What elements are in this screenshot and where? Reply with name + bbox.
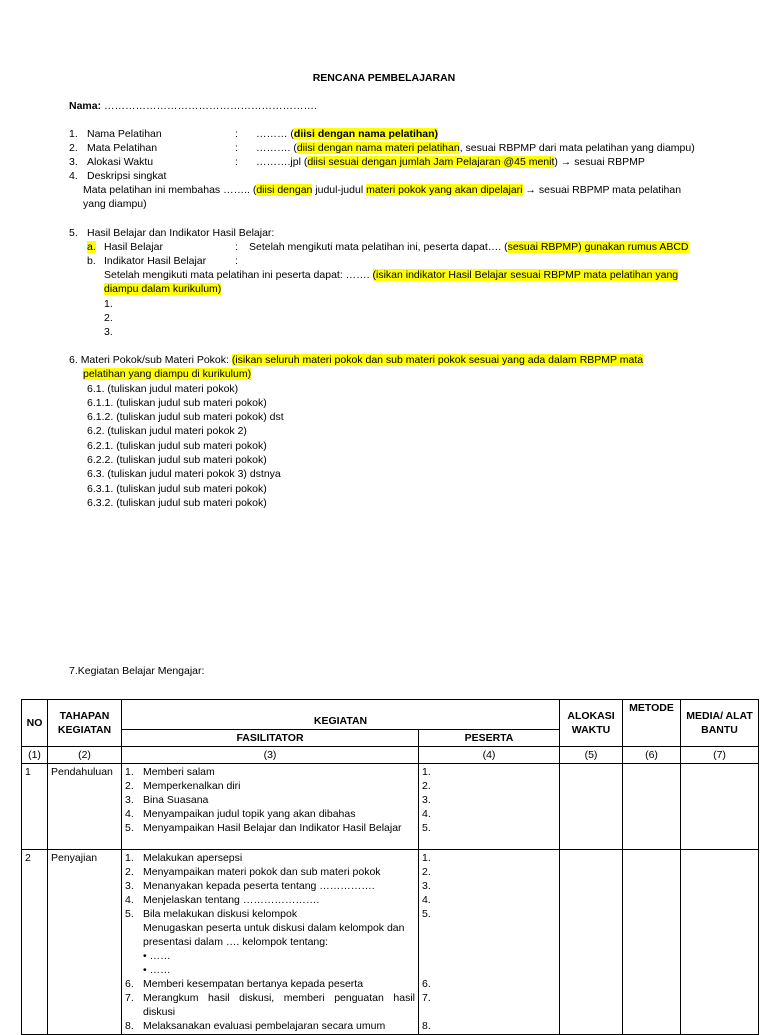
row-no: 2 <box>22 850 48 1035</box>
deskripsi-line-1 <box>83 183 681 197</box>
colnum: (2) <box>48 747 122 764</box>
list-item: 2. <box>422 780 431 792</box>
colnum: (3) <box>122 747 419 764</box>
list-item <box>125 765 415 779</box>
header-fasilitator: FASILITATOR <box>122 730 419 747</box>
item-1-value <box>256 127 438 141</box>
item-5a-text: Setelah mengikuti mata pelatihan ini, peserta dapat…. ( <box>249 241 508 253</box>
list-item: 4. <box>422 808 431 820</box>
header-kegiatan: KEGIATAN <box>122 700 560 730</box>
materi-list-item: 6.3.2. (tuliskan judul sub materi pokok) <box>87 497 267 509</box>
item-4-label: Deskripsi singkat <box>87 170 167 182</box>
header-no: NO <box>22 700 48 747</box>
list-item <box>125 977 415 991</box>
list-item <box>125 1019 415 1033</box>
item-5b-letter: b. <box>87 255 96 267</box>
header-peserta: PESERTA <box>419 730 560 747</box>
desc-part-a: Mata pelatihan ini membahas …….. ( <box>83 184 257 196</box>
indikator-list-item: 2. <box>104 312 113 324</box>
row-tahapan: Pendahuluan <box>48 764 122 850</box>
list-text: Menyampaikan judul topik yang akan dibahas <box>143 808 356 820</box>
item-1-highlight: diisi dengan nama pelatihan) <box>293 128 439 140</box>
row-tahapan: Penyajian <box>48 850 122 1035</box>
item-5a-highlight: sesuai RBPMP) gunakan rumus ABCD <box>507 241 689 253</box>
materi-list-item: 6.1. (tuliskan judul materi pokok) <box>87 383 239 395</box>
item-2-highlight: diisi dengan nama materi pelatihan <box>296 142 460 154</box>
list-num: 2. <box>125 780 134 792</box>
desc-highlight-1: diisi dengan <box>256 184 313 196</box>
item-3-dots: ……….jpl ( <box>256 156 308 168</box>
nama-line <box>69 99 317 113</box>
list-text: Merangkum hasil diskusi, memberi penguatan hasil diskusi <box>143 992 415 1018</box>
diskusi-text: Menugaskan peserta untuk diskusi dalam kelompok dan presentasi dalam …. kelompok tentang: <box>143 922 405 948</box>
list-item: 8. <box>422 1020 431 1032</box>
list-item <box>125 851 415 865</box>
row-alokasi <box>560 850 623 1035</box>
list-item <box>125 793 415 807</box>
list-text: Menanyakan kepada peserta tentang ……………. <box>143 880 375 892</box>
item-4-num: 4. <box>69 170 78 182</box>
item-5b-highlight-2: diampu dalam kurikulum) <box>104 283 222 295</box>
item-5b-colon: : <box>235 255 238 267</box>
list-item: 3. <box>422 794 431 806</box>
item-2-dots: ………. ( <box>256 142 297 154</box>
materi-list-item: 6.2.1. (tuliskan judul sub materi pokok) <box>87 440 267 452</box>
row-fasilitator <box>122 850 419 1035</box>
list-item <box>125 879 415 893</box>
spacer <box>422 1005 556 1019</box>
item-5a-letter-text: a. <box>87 241 96 253</box>
list-num: 2. <box>125 866 134 878</box>
list-num: 1. <box>125 852 134 864</box>
list-item: 5. <box>422 822 431 834</box>
colnum: (1) <box>22 747 48 764</box>
item-3-highlight: diisi sesuai dengan jumlah Jam Pelajaran @45 menit <box>307 156 555 168</box>
list-item <box>125 821 415 835</box>
list-item <box>125 779 415 793</box>
document-title: RENCANA PEMBELAJARAN <box>312 72 456 84</box>
list-num: 8. <box>125 1020 134 1032</box>
colnum: (4) <box>419 747 560 764</box>
desc-highlight-2: materi pokok yang akan dipelajari <box>366 184 523 196</box>
list-item: 7. <box>422 992 431 1004</box>
item-5a-label: Hasil Belajar <box>104 241 163 253</box>
item-5b-text-line-2 <box>104 282 221 296</box>
item-5-label: Hasil Belajar dan Indikator Hasil Belajar: <box>87 227 275 239</box>
row-no: 1 <box>22 764 48 850</box>
item-2-rest: , sesuai RBPMP dari mata pelatihan yang diampu) <box>459 142 695 154</box>
deskripsi-line-2: yang diampu) <box>83 198 147 210</box>
row-alokasi <box>560 764 623 850</box>
item-2-value <box>256 141 695 155</box>
item-6-num: 6. <box>69 354 78 366</box>
list-text: Bila melakukan diskusi kelompok <box>143 908 298 920</box>
spacer <box>422 921 556 977</box>
item-5a-letter <box>87 240 96 254</box>
bullet-text: …… <box>149 950 171 962</box>
list-item <box>125 893 415 907</box>
list-item <box>125 807 415 821</box>
list-item: 6. <box>422 978 431 990</box>
list-num: 3. <box>125 880 134 892</box>
list-item <box>125 991 415 1019</box>
list-item: 3. <box>422 880 431 892</box>
row-media <box>681 764 759 850</box>
bullet-text: …… <box>149 964 171 976</box>
item-3-num: 3. <box>69 156 78 168</box>
item-3-label: Alokasi Waktu <box>87 156 154 168</box>
row-peserta <box>419 850 560 1035</box>
item-6-highlight-1: (isikan seluruh materi pokok dan sub materi pokok sesuai yang ada dalam RBPMP mata <box>231 354 644 366</box>
item-1-label: Nama Pelatihan <box>87 128 162 140</box>
list-num: 3. <box>125 794 134 806</box>
header-media: MEDIA/ ALAT BANTU <box>681 700 759 747</box>
list-text: Memperkenalkan diri <box>143 780 241 792</box>
list-text: Memberi salam <box>143 766 215 778</box>
item-3-value <box>256 155 645 169</box>
colnum: (5) <box>560 747 623 764</box>
item-6-label: Materi Pokok/sub Materi Pokok: <box>80 354 232 366</box>
item-5-num: 5. <box>69 227 78 239</box>
item-3-colon: : <box>235 156 238 168</box>
list-item: 1. <box>422 852 431 864</box>
materi-list-item: 6.3.1. (tuliskan judul sub materi pokok) <box>87 483 267 495</box>
item-2-label: Mata Pelatihan <box>87 142 158 154</box>
item-3-rest: ) → sesuai RBPMP <box>554 156 645 168</box>
list-num: 7. <box>125 992 134 1004</box>
header-alokasi: ALOKASI WAKTU <box>560 700 623 747</box>
item-5a-colon: : <box>235 241 238 253</box>
item-2-colon: : <box>235 142 238 154</box>
list-text: Bina Suasana <box>143 794 209 806</box>
table-row <box>22 764 759 850</box>
item-5b-text-a: Setelah mengikuti mata pelatihan ini peserta dapat: ……. <box>104 269 373 281</box>
materi-list-item: 6.3. (tuliskan judul materi pokok 3) dstnya <box>87 468 281 480</box>
list-item <box>125 865 415 879</box>
list-item: 5. <box>422 908 431 920</box>
colnum: (6) <box>623 747 681 764</box>
materi-list-item: 6.2.2. (tuliskan judul sub materi pokok) <box>87 454 267 466</box>
list-item <box>125 907 415 921</box>
item-6-line-1 <box>69 353 643 367</box>
item-5b-label: Indikator Hasil Belajar <box>104 255 207 267</box>
header-tahapan: TAHAPAN KEGIATAN <box>48 700 122 747</box>
item-1-colon: : <box>235 128 238 140</box>
list-num: 4. <box>125 808 134 820</box>
list-num: 5. <box>125 908 134 920</box>
list-num: 6. <box>125 978 134 990</box>
nama-dots: ……………………………………………………. <box>101 100 317 112</box>
list-text: Melakukan apersepsi <box>143 852 243 864</box>
list-text: Melaksanakan evaluasi pembelajaran secara umum <box>143 1020 386 1032</box>
row-peserta <box>419 764 560 850</box>
list-text: Menyampaikan materi pokok dan sub materi pokok <box>143 866 381 878</box>
item-6-highlight-2: pelatihan yang diampu di kurikulum) <box>83 368 252 380</box>
item-7-label: 7.Kegiatan Belajar Mengajar: <box>69 665 205 677</box>
materi-list-item: 6.1.1. (tuliskan judul sub materi pokok) <box>87 397 267 409</box>
list-item: 1. <box>422 766 431 778</box>
table-row <box>22 850 759 1035</box>
kegiatan-table <box>21 699 759 1035</box>
colnum: (7) <box>681 747 759 764</box>
item-5b-highlight-1: (isikan indikator Hasil Belajar sesuai RBPMP mata pelatihan yang <box>372 269 679 281</box>
item-1-num: 1. <box>69 128 78 140</box>
desc-part-b: judul-judul <box>312 184 367 196</box>
row-media <box>681 850 759 1035</box>
nama-label: Nama: <box>69 100 102 112</box>
list-num: 5. <box>125 822 134 834</box>
bullet-item: • …… <box>143 964 171 976</box>
indikator-list-item: 1. <box>104 298 113 310</box>
item-5b-text-line-1 <box>104 268 678 282</box>
list-num: 1. <box>125 766 134 778</box>
header-metode: METODE <box>623 700 681 747</box>
item-1-dots: ……… ( <box>256 128 294 140</box>
list-text: Memberi kesempatan bertanya kepada peserta <box>143 978 364 990</box>
row-metode <box>623 850 681 1035</box>
item-2-num: 2. <box>69 142 78 154</box>
item-5a-value <box>249 240 689 254</box>
list-text: Menyampaikan Hasil Belajar dan Indikator Hasil Belajar <box>143 822 402 834</box>
materi-list-item: 6.2. (tuliskan judul materi pokok 2) <box>87 425 247 437</box>
bullet-item: • …… <box>143 950 171 962</box>
row-fasilitator <box>122 764 419 850</box>
indikator-list-item: 3. <box>104 326 113 338</box>
list-num: 4. <box>125 894 134 906</box>
row-metode <box>623 764 681 850</box>
list-text: Menjelaskan tentang …………………. <box>143 894 320 906</box>
item-6-line-2 <box>83 367 251 381</box>
list-item: 4. <box>422 894 431 906</box>
desc-part-c: → sesuai RBPMP mata pelatihan <box>522 184 682 196</box>
materi-list-item: 6.1.2. (tuliskan judul sub materi pokok) dst <box>87 411 284 423</box>
list-item: 2. <box>422 866 431 878</box>
